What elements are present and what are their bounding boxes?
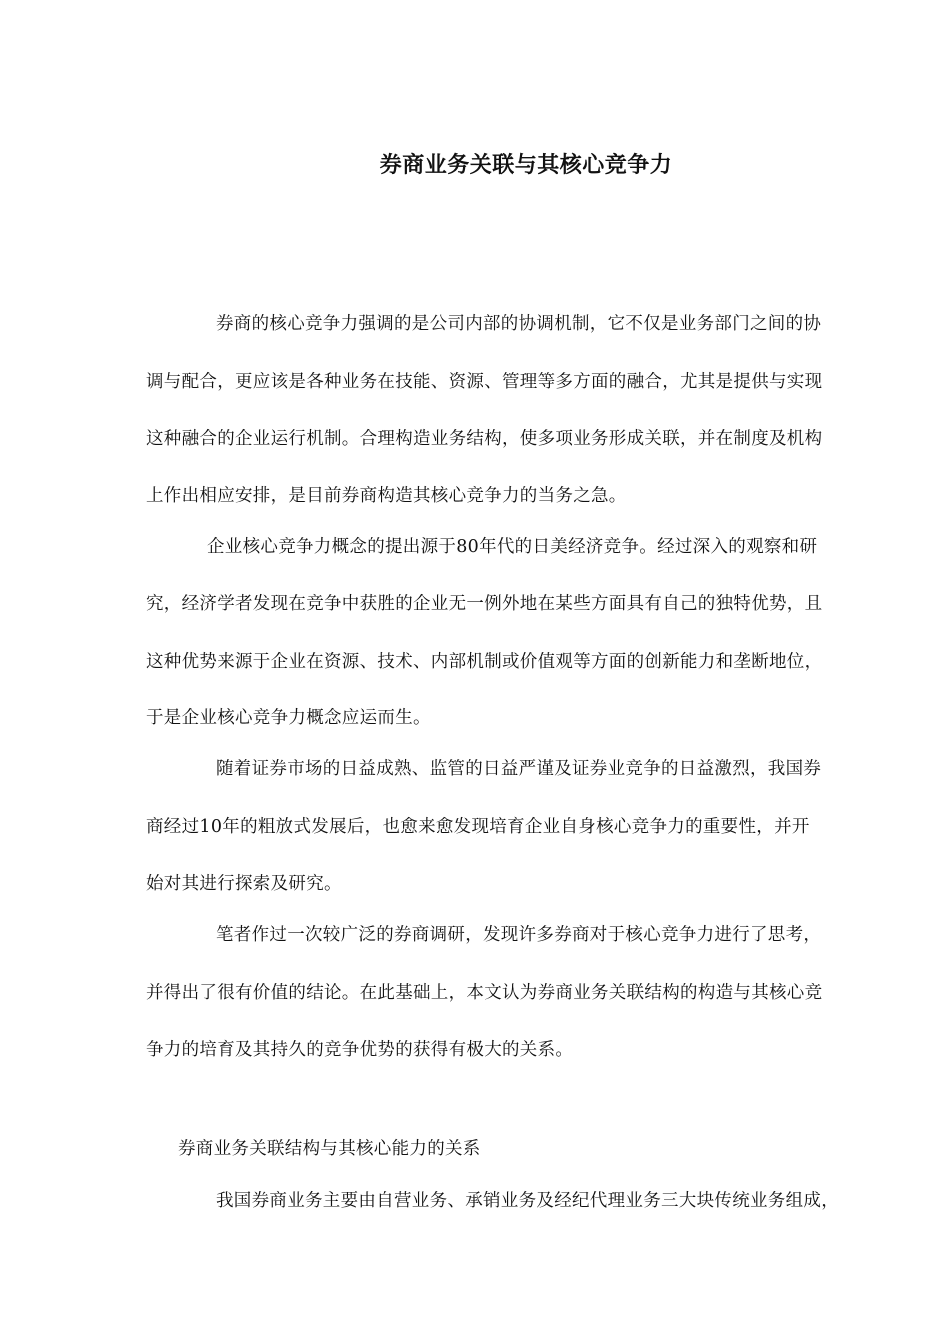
paragraph-4-line-3: 争力的培育及其持久的竞争优势的获得有极大的关系。 [146, 1040, 574, 1060]
paragraph-1-line-3: 这种融合的企业运行机制。合理构造业务结构，使多项业务形成关联，并在制度及机构 [146, 429, 823, 449]
section-paragraph-1-line-1: 我国券商业务主要由自营业务、承销业务及经纪代理业务三大块传统业务组成， [216, 1191, 839, 1211]
paragraph-2-line-4: 于是企业核心竞争力概念应运而生。 [146, 708, 431, 728]
paragraph-1-line-1: 券商的核心竞争力强调的是公司内部的协调机制，它不仅是业务部门之间的协 [216, 314, 822, 334]
section-heading: 券商业务关联结构与其核心能力的关系 [178, 1139, 481, 1159]
paragraph-2-line-1: 企业核心竞争力概念的提出源于80年代的日美经济竞争。经过深入的观察和研 [207, 537, 818, 557]
paragraph-2-line-2: 究，经济学者发现在竞争中获胜的企业无一例外地在某些方面具有自己的独特优势，且 [146, 594, 823, 614]
paragraph-3-line-1: 随着证券市场的日益成熟、监管的日益严谨及证券业竞争的日益激烈，我国券 [216, 759, 822, 779]
paragraph-2-line-3: 这种优势来源于企业在资源、技术、内部机制或价值观等方面的创新能力和垄断地位， [146, 652, 823, 672]
paragraph-1-line-4: 上作出相应安排，是目前券商构造其核心竞争力的当务之急。 [146, 486, 627, 506]
paragraph-3-line-2: 商经过10年的粗放式发展后，也愈来愈发现培育企业自身核心竞争力的重要性，并开 [146, 817, 810, 837]
document-title: 券商业务关联与其核心竞争力 [379, 152, 673, 178]
paragraph-4-line-2: 并得出了很有价值的结论。在此基础上，本文认为券商业务关联结构的构造与其核心竞 [146, 983, 823, 1003]
paragraph-1-line-2: 调与配合，更应该是各种业务在技能、资源、管理等多方面的融合，尤其是提供与实现 [146, 372, 823, 392]
paragraph-3-line-3: 始对其进行探索及研究。 [146, 874, 342, 894]
paragraph-4-line-1: 笔者作过一次较广泛的券商调研，发现许多券商对于核心竞争力进行了思考， [216, 925, 822, 945]
